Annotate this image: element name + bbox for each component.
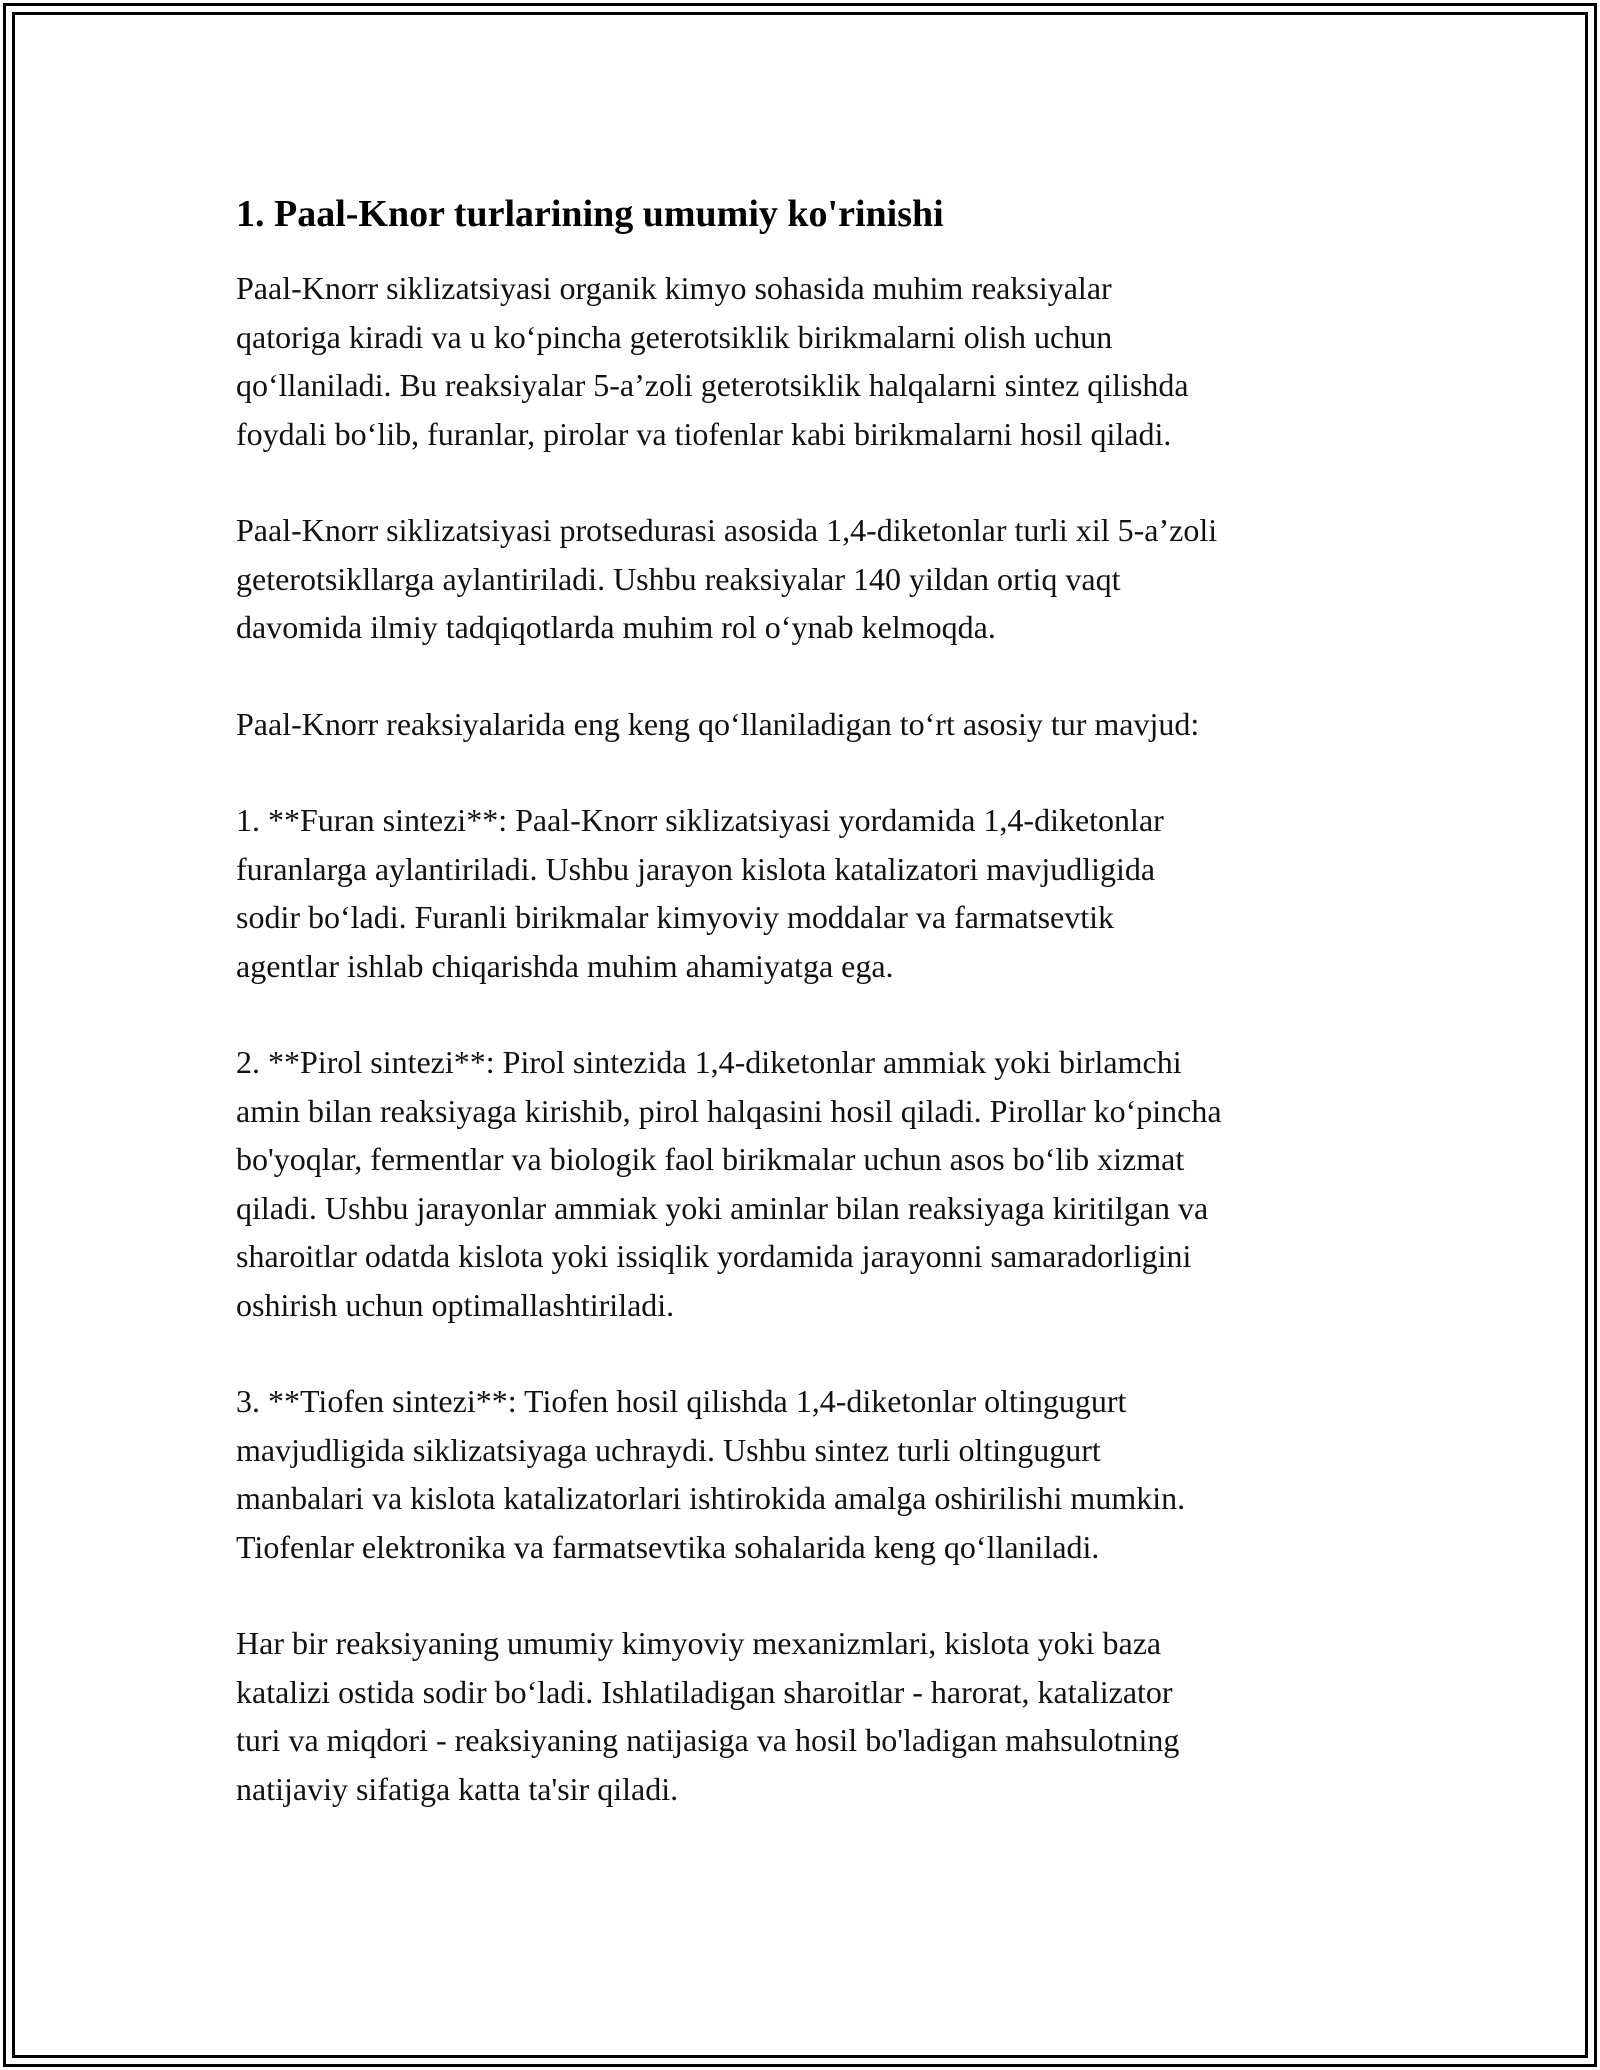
paragraph-conclusion: Har bir reaksiyaning umumiy kimyoviy mexanizmlari, kislota yoki baza katalizi ostida sodir bo‘ladi. Ishlatiladigan sharoitlar - harorat, katalizator turi va miqdori - reaksiyaning natijasiga va hosil bo'ladigan mahsulotning natijaviy sifatiga katta ta'sir qiladi.: [236, 1625, 1180, 1807]
document-title: 1. Paal-Knor turlarining umumiy ko'rinishi: [236, 193, 944, 235]
paragraph-pyrrole-synthesis: 2. **Pirol sintezi**: Pirol sintezida 1,4-diketonlar ammiak yoki birlamchi amin bilan reaksiyaga kirishib, pirol halqasini hosil qiladi. Pirollar ko‘pincha bo'yoqlar, fermentlar va biologik faol birikmalar uchun asos bo‘lib xizmat qiladi. Ushbu jarayonlar ammiak yoki aminlar bilan reaksiyaga kiritilgan va sharoitlar odatda kislota yoki issiqlik yordamida jarayonni samaradorligini oshirish uchun optimallashtiriladi.: [236, 1044, 1222, 1323]
paragraph-furan-synthesis: 1. **Furan sintezi**: Paal-Knorr siklizatsiyasi yordamida 1,4-diketonlar furanlarga aylantiriladi. Ushbu jarayon kislota katalizatori mavjudligida sodir bo‘ladi. Furanli birikmalar kimyoviy moddalar va farmatsevtik agentlar ishlab chiqarishda muhim ahamiyatga ega.: [236, 802, 1164, 984]
paragraph-intro: Paal-Knorr siklizatsiyasi organik kimyo sohasida muhim reaksiyalar qatoriga kiradi va u ko‘pincha geterotsiklik birikmalarni olish uchun qo‘llaniladi. Bu reaksiyalar 5-a’zoli geterotsiklik halqalarni sintez qilishda foydali bo‘lib, furanlar, pirolar va tiofenlar kabi birikmalarni hosil qiladi.: [236, 270, 1189, 452]
paragraph-types-intro: Paal-Knorr reaksiyalarida eng keng qo‘llaniladigan to‘rt asosiy tur mavjud:: [236, 705, 1200, 742]
paragraph-thiophene-synthesis: 3. **Tiofen sintezi**: Tiofen hosil qilishda 1,4-diketonlar oltingugurt mavjudligida siklizatsiyaga uchraydi. Ushbu sintez turli oltingugurt manbalari va kislota katalizatorlari ishtirokida amalga oshirilishi mumkin. Tiofenlar elektronika va farmatsevtika sohalarida keng qo‘llaniladi.: [236, 1383, 1186, 1565]
paragraph-procedure: Paal-Knorr siklizatsiyasi protsedurasi asosida 1,4-diketonlar turli xil 5-a’zoli geterotsikllarga aylantiriladi. Ushbu reaksiyalar 140 yildan ortiq vaqt davomida ilmiy tadqiqotlarda muhim rol o‘ynab kelmoqda.: [236, 512, 1218, 645]
document-body: [236, 186, 1376, 1861]
